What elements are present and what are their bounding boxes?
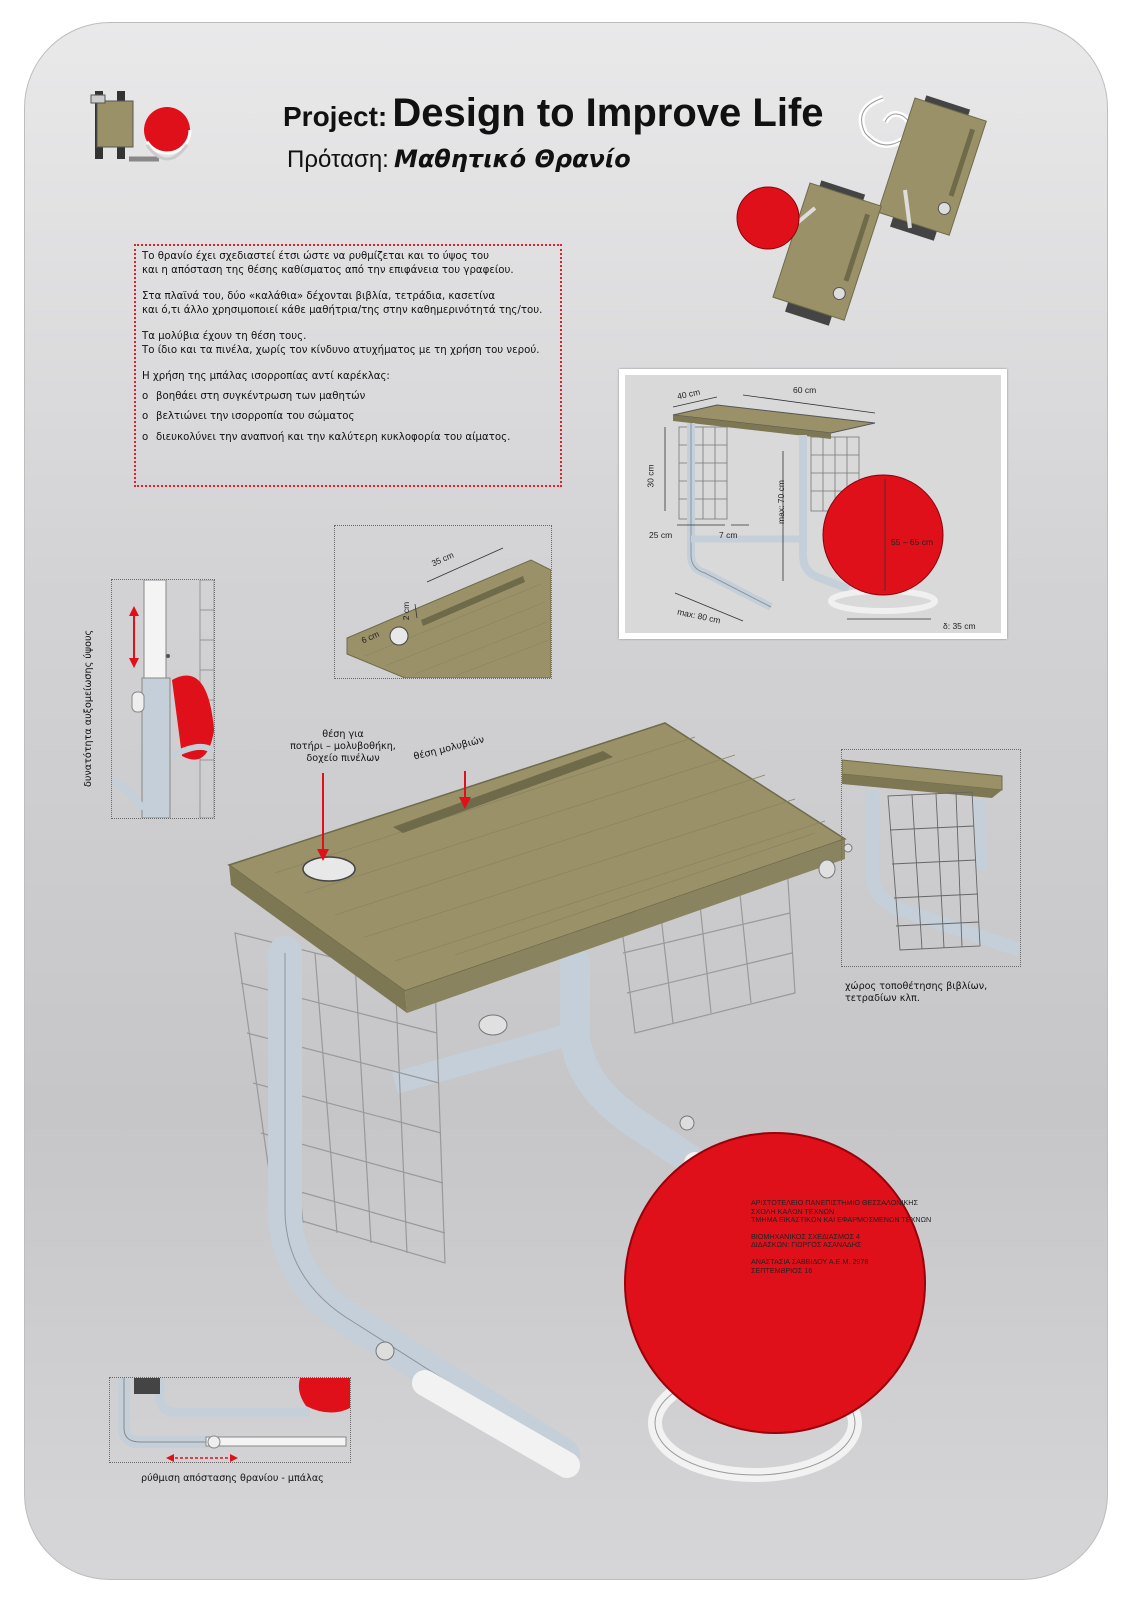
list-item: o βελτιώνει την ισορροπία του σώματος bbox=[142, 411, 355, 422]
dim-basket-gap: 7 cm bbox=[719, 530, 738, 540]
credit-line-4: ΒΙΟΜΗΧΑΝΙΚΟΣ ΣΧΕΔΙΑΣΜΟΣ 4 bbox=[751, 1231, 861, 1241]
desk-dimension-sketch bbox=[625, 375, 1001, 633]
hole-diameter: 6 cm bbox=[359, 628, 381, 646]
list-item: o διευκολύνει την αναπνοή και την καλύτερη κυκλοφορία του αίματος. bbox=[142, 431, 511, 443]
distance-adjust-sketch bbox=[110, 1378, 350, 1462]
dim-basket-depth: 25 cm bbox=[649, 530, 673, 540]
desc-p3-line2: Το ίδιο και τα πινέλα, χωρίς τον κίνδυνο ατυχήματος με τη χρήση του νερού. bbox=[142, 344, 540, 356]
logo-icon bbox=[89, 85, 199, 175]
desc-p3-line1: Τα μολύβια έχουν τη θέση τους. bbox=[142, 331, 307, 342]
desc-p2-line1: Στα πλαϊνά του, δύο «καλάθια» δέχονται βιβλία, τετράδια, κασετίνα bbox=[142, 291, 496, 302]
desc-p1-line2: και η απόσταση της θέσης καθίσματος από την επιφάνεια του γραφείου. bbox=[142, 264, 514, 276]
proposal-prefix: Πρόταση: bbox=[287, 146, 389, 173]
dim-width-60: 60 cm bbox=[793, 385, 817, 395]
project-prefix: Project: bbox=[283, 101, 388, 132]
slot-length: 35 cm bbox=[429, 549, 456, 569]
benefits-list bbox=[142, 390, 554, 445]
books-space-label: χώρος τοποθέτησης βιβλίων, τετραδίων κλπ. bbox=[845, 981, 988, 1004]
dim-width-40: 40 cm bbox=[676, 386, 701, 402]
dim-base-diameter: δ: 35 cm bbox=[943, 621, 976, 631]
credit-line-5: ΔΙΔΑΣΚΩΝ: ΓΙΩΡΓΟΣ ΑΣΑΝΑΔΗΣ bbox=[751, 1240, 862, 1250]
desc-p4-intro: Η χρήση της μπάλας ισορροπίας αντί καρέκλας: bbox=[142, 371, 390, 382]
project-name: Design to Improve Life bbox=[392, 91, 824, 135]
list-item: o βοηθάει στη συγκέντρωση των μαθητών bbox=[142, 390, 366, 402]
distance-adjust-box bbox=[109, 1377, 351, 1463]
description-box bbox=[134, 244, 562, 487]
credit-line-3: ΤΜΗΜΑ ΕΙΚΑΣΤΙΚΩΝ ΚΑΙ ΕΦΑΡΜΟΣΜΕΝΩΝ ΤΕΧΝΩΝ bbox=[751, 1215, 932, 1225]
distance-adjust-label: ρύθμιση απόστασης θρανίου - μπάλας bbox=[141, 1473, 324, 1484]
desc-p2-line2: και ό,τι άλλο χρησιμοποιεί κάθε μαθήτρια/της στην καθημερινότητά της/του. bbox=[142, 304, 543, 316]
height-adjust-label: δυνατότητα αυξομείωσης ύψους bbox=[83, 629, 94, 787]
desktop-slot-sketch bbox=[335, 526, 551, 678]
proposal-title bbox=[287, 145, 631, 174]
dim-max-height: max: 70 cm bbox=[775, 480, 786, 524]
credit-line-7: ΣΕΠΤΕΜΒΡΙΟΣ 16 bbox=[751, 1265, 813, 1275]
credit-line-2: ΣΧΟΛΗ ΚΑΛΩΝ ΤΕΧΝΩΝ bbox=[751, 1206, 835, 1216]
top-view-renders bbox=[705, 78, 1035, 338]
dimensions-drawing bbox=[625, 375, 1001, 633]
dimensions-frame bbox=[619, 369, 1007, 639]
dim-basket-height: 30 cm bbox=[645, 464, 656, 488]
basket-detail-box bbox=[841, 749, 1021, 967]
slot-width: 2 cm bbox=[401, 601, 412, 621]
desc-p1-line1: Το θρανίο έχει σχεδιαστεί έτσι ώστε να ρυθμίζεται και το ύψος του bbox=[142, 251, 490, 262]
credit-line-1: ΑΡΙΣΤΟΤΕΛΕΙΟ ΠΑΝΕΠΙΣΤΗΜΙΟ ΘΕΣΣΑΛΟΝΙΚΗΣ bbox=[751, 1198, 918, 1207]
dim-max-length: max: 80 cm bbox=[676, 606, 722, 626]
dim-ball-size: 55 – 65 cm bbox=[891, 537, 934, 547]
pencil-slot-label: θέση μολυβιών bbox=[412, 734, 486, 763]
proposal-name: Μαθητικό Θρανίο bbox=[393, 145, 631, 173]
desktop-detail-box bbox=[334, 525, 552, 679]
credit-line-6: ΑΝΑΣΤΑΣΙΑ ΣΑΒΒΙΔΟΥ Α.Ε.Μ. 2978 bbox=[751, 1256, 869, 1266]
poster bbox=[24, 22, 1108, 1580]
basket-detail-sketch bbox=[842, 750, 1020, 966]
credits-block bbox=[751, 1199, 1011, 1283]
cup-holder-label: θέση για ποτήρι – μολυβοθήκη, δοχείο πινέλων bbox=[290, 729, 396, 764]
